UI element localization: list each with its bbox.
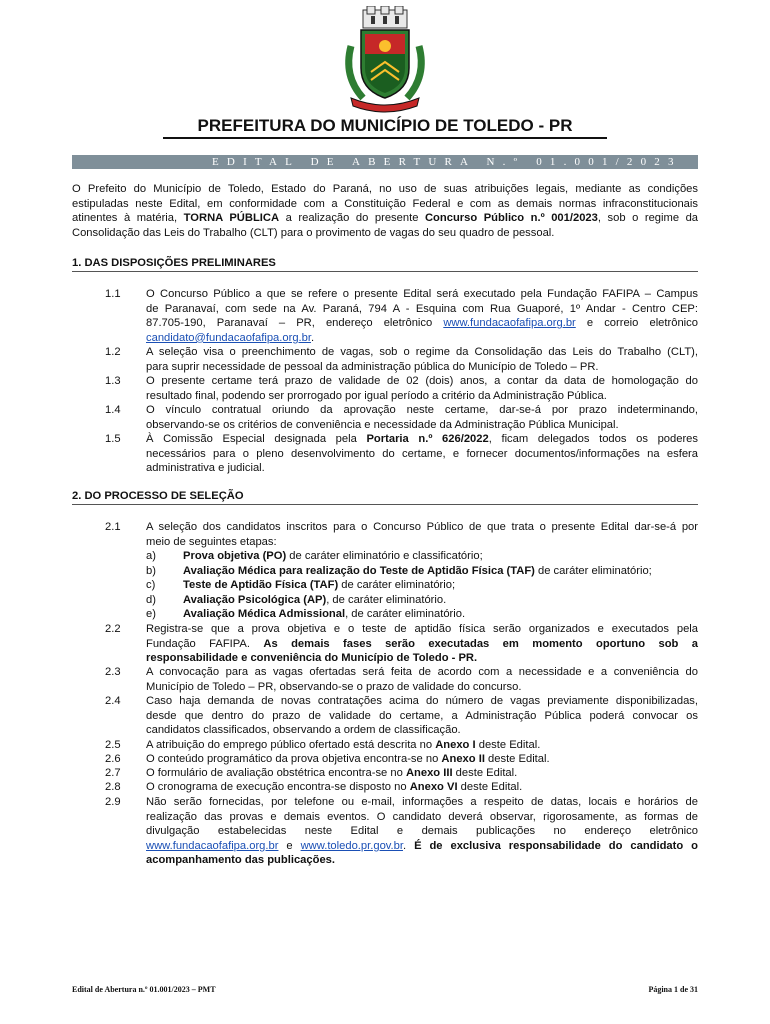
item-text: . xyxy=(311,331,315,344)
toledo-website-link[interactable]: www.toledo.pr.gov.br xyxy=(300,839,403,852)
item-1-3 xyxy=(146,374,698,403)
item-2-3 xyxy=(146,665,698,694)
intro-text: atinentes à matéria, xyxy=(72,212,178,225)
stage-desc: de caráter eliminatório e classificatório; xyxy=(286,550,483,562)
item-2-5 xyxy=(146,738,698,753)
item-line: A seleção visa o preenchimento de vagas, sob o regime da Consolidação das Leis do Trabalho (CLT), xyxy=(146,346,698,358)
item-2-1 xyxy=(146,520,698,549)
coat-of-arms-icon xyxy=(337,6,433,116)
item-line: para suprir necessidade de pessoal da administração pública do Município de Toledo – PR. xyxy=(146,360,599,373)
item-number: 1.1 xyxy=(105,288,121,300)
item-line xyxy=(146,316,698,331)
item-line: O Concurso Público a que se refere o presente Edital será executado pela Fundação FAFIPA – Campus xyxy=(146,288,698,300)
item-2-9 xyxy=(146,795,698,868)
stage-name: Avaliação Médica Admissional xyxy=(183,608,346,620)
fafipa-website-link[interactable]: www.fundacaofafipa.org.br xyxy=(146,839,279,852)
item-line: observando-se os critérios de conveniência e necessidade da Administração Pública Municipal. xyxy=(146,418,619,431)
item-text: O conteúdo programático da prova objetiva encontra-se no xyxy=(146,753,442,765)
item-bold-text: acompanhamento das publicações. xyxy=(146,854,335,867)
stage-list-item xyxy=(146,578,698,593)
section-heading-1: 1. DAS DISPOSIÇÕES PRELIMINARES xyxy=(72,257,276,269)
concurso-number-text: Concurso Público n.º 001/2023 xyxy=(424,212,598,225)
item-line xyxy=(146,637,698,652)
intro-line xyxy=(72,211,698,226)
item-line: administrativa e judicial. xyxy=(146,462,265,475)
stage-name: Avaliação Médica para realização do Teste de Aptidão Física (TAF) xyxy=(183,565,535,577)
item-1-4 xyxy=(146,403,698,432)
item-text: e xyxy=(278,839,301,852)
page-title: PREFEITURA DO MUNICÍPIO DE TOLEDO - PR xyxy=(197,116,573,135)
torna-publica-text: TORNA PÚBLICA xyxy=(183,212,280,225)
stage-desc: , de caráter eliminatório. xyxy=(345,608,466,620)
intro-text: a realização do presente xyxy=(285,212,419,225)
item-1-5 xyxy=(146,432,698,476)
item-line: meio de seguintes etapas: xyxy=(146,535,277,548)
item-text: À Comissão Especial designada pela xyxy=(146,433,357,445)
footer-page-number: Página 1 de 31 xyxy=(648,985,698,994)
intro-line: Consolidação das Leis do Trabalho (CLT) para o provimento de vagas do seu quadro de pessoal. xyxy=(72,226,555,239)
item-number: 1.3 xyxy=(105,375,121,387)
item-text: A atribuição do emprego público ofertado está descrita no xyxy=(146,739,436,751)
list-letter: e) xyxy=(146,608,156,620)
item-bold-text: As demais fases serão executadas em momento oportuno sob a xyxy=(263,637,698,650)
item-number: 1.5 xyxy=(105,433,121,445)
stage-desc: de caráter eliminatório; xyxy=(338,579,456,591)
item-line: divulgação estabelecidas neste Edital e demais publicações no endereço eletrônico xyxy=(146,825,698,838)
item-line: realização das provas e demais eventos. O candidato deverá observar, rigorosamente, as formas de xyxy=(146,810,698,823)
intro-line: estipuladas neste Edital, em conformidade com a Constituição Federal e com as demais normas infraconstitucionais xyxy=(72,197,698,210)
stage-desc: de caráter eliminatório; xyxy=(534,565,652,577)
stage-list-item xyxy=(146,564,698,579)
item-number: 2.3 xyxy=(105,666,121,678)
fafipa-website-link[interactable]: www.fundacaofafipa.org.br xyxy=(443,317,576,330)
stage-name: Prova objetiva (PO) xyxy=(183,550,287,562)
item-text: deste Edital. xyxy=(475,739,541,751)
item-bold-text: responsabilidade e conveniência do Município de Toledo - PR. xyxy=(146,652,478,665)
item-line: Registra-se que a prova objetiva e o teste de aptidão física serão organizados e executados pela xyxy=(146,623,698,635)
stage-name: Avaliação Psicológica (AP) xyxy=(183,594,327,606)
item-number: 2.4 xyxy=(105,695,121,707)
item-line: O presente certame terá prazo de validade de 02 (dois) anos, a contar da data de homologação do xyxy=(146,375,698,387)
item-line: necessários para o pleno desenvolvimento do certame, e fornecer documentos/informações na esfera xyxy=(146,447,698,460)
item-text: . xyxy=(403,839,415,852)
intro-text: , sob o regime da xyxy=(597,212,699,225)
stage-list-item xyxy=(146,593,698,608)
item-line: candidatos classificados, observando a ordem de classificação. xyxy=(146,724,461,737)
item-number: 2.6 xyxy=(105,753,121,765)
item-text: e correio eletrônico xyxy=(586,317,698,330)
item-line: desde que dentro do prazo de validade do certame, a Administração Pública poderá convocar os xyxy=(146,709,698,722)
section-rule xyxy=(72,271,698,272)
section-heading-2: 2. DO PROCESSO DE SELEÇÃO xyxy=(72,490,244,502)
item-text: 87.705-190, Paranavaí – PR, endereço eletrônico xyxy=(146,317,433,330)
item-line: Não serão fornecidas, por telefone ou e-mail, informações a respeito de datas, locais e horários de xyxy=(146,796,698,808)
stage-list-item xyxy=(146,607,698,622)
item-line xyxy=(146,839,698,854)
item-2-4 xyxy=(146,694,698,738)
portaria-text: Portaria n.º 626/2022 xyxy=(366,433,489,445)
stage-desc: , de caráter eliminatório. xyxy=(326,594,447,606)
stage-list-item xyxy=(146,549,698,564)
stage-name: Teste de Aptidão Física (TAF) xyxy=(183,579,339,591)
item-line xyxy=(146,853,698,868)
list-letter: c) xyxy=(146,579,156,591)
edital-banner: EDITAL DE ABERTURA N.º 01.001/2023 xyxy=(72,155,698,169)
item-line xyxy=(146,651,698,666)
title-underline xyxy=(163,137,607,139)
list-letter: b) xyxy=(146,565,156,577)
item-line: A seleção dos candidatos inscritos para o Concurso Público de que trata o presente Edital dar-se-á por xyxy=(146,521,698,533)
item-text: deste Edital. xyxy=(457,781,523,793)
item-number: 1.4 xyxy=(105,404,121,416)
item-2-7 xyxy=(146,766,698,781)
item-number: 2.8 xyxy=(105,781,121,793)
item-number: 2.1 xyxy=(105,521,121,533)
item-number: 2.5 xyxy=(105,739,121,751)
item-2-2 xyxy=(146,622,698,666)
candidate-email-link[interactable]: candidato@fundacaofafipa.org.br xyxy=(146,331,311,344)
item-number: 2.9 xyxy=(105,796,121,808)
item-line: Município de Toledo – PR, observando-se o prazo de validade do concurso. xyxy=(146,680,522,693)
intro-paragraph xyxy=(72,182,698,240)
item-text: , ficam delegados todos os poderes xyxy=(488,433,698,445)
annex-ref: Anexo III xyxy=(405,767,453,779)
item-text: O cronograma de execução encontra-se disposto no xyxy=(146,781,410,793)
list-letter: d) xyxy=(146,594,156,606)
item-2-6 xyxy=(146,752,698,767)
item-text: O formulário de avaliação obstétrica encontra-se no xyxy=(146,767,406,779)
item-line: A convocação para as vagas ofertadas será feita de acordo com a necessidade e a conveniência do xyxy=(146,666,698,678)
section-rule xyxy=(72,504,698,505)
item-number: 2.2 xyxy=(105,623,121,635)
item-line: O vínculo contratual oriundo da aprovação neste certame, dar-se-á por prazo indeterminando, xyxy=(146,404,698,416)
item-text: Fundação FAFIPA. xyxy=(146,637,250,650)
item-text: deste Edital. xyxy=(484,753,550,765)
item-1-1 xyxy=(146,287,698,345)
annex-ref: Anexo I xyxy=(435,739,476,751)
item-line: resultado final, podendo ser prorrogado por igual período a critério da Administração Pública. xyxy=(146,389,607,402)
item-1-2 xyxy=(146,345,698,374)
item-number: 1.2 xyxy=(105,346,121,358)
item-text: deste Edital. xyxy=(452,767,518,779)
footer-doc-title: Edital de Abertura n.º 01.001/2023 – PMT xyxy=(72,985,216,994)
item-bold-text: É de exclusiva responsabilidade do candidato o xyxy=(414,839,698,852)
item-line xyxy=(146,432,698,447)
item-number: 2.7 xyxy=(105,767,121,779)
list-letter: a) xyxy=(146,550,156,562)
annex-ref: Anexo II xyxy=(441,753,485,765)
intro-line: O Prefeito do Município de Toledo, Estado do Paraná, no uso de suas atribuições legais, mediante as condições xyxy=(72,183,698,195)
item-line: Caso haja demanda de novas contratações acima do número de vagas previamente disponibilizadas, xyxy=(146,695,698,707)
item-line xyxy=(146,331,698,346)
annex-ref: Anexo VI xyxy=(409,781,458,793)
item-2-8 xyxy=(146,780,698,795)
item-line: de Paranavaí, com sede na Av. Paraná, 794 A - Esquina com Rua Guaporé, 1º Andar - Centro CEP: xyxy=(146,302,698,315)
